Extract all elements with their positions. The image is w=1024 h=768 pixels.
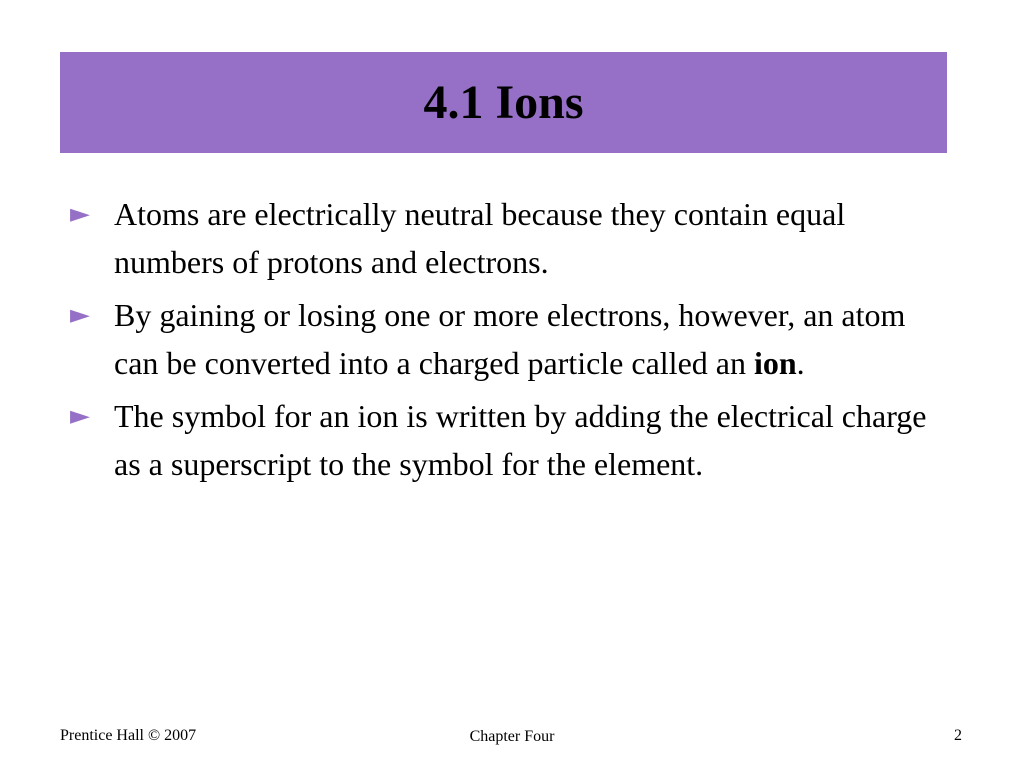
bullet-text-1: Atoms are electrically neutral because they contain equal numbers of protons and electrons. <box>114 196 846 280</box>
footer-chapter: Chapter Four <box>469 728 555 745</box>
bullet-item-1 <box>70 190 950 286</box>
footer-copyright: Prentice Hall © 2007 <box>60 727 197 744</box>
triangle-bullet-icon: ► <box>70 401 90 431</box>
bullet-text-2-after: . <box>796 345 805 381</box>
triangle-bullet-icon: ► <box>70 300 90 330</box>
bullet-text-2 <box>114 291 950 387</box>
bullet-text-3: The symbol for an ion is written by adding the electrical charge as a superscript to the symbol for the element. <box>114 398 927 482</box>
bullet-list <box>70 190 950 493</box>
triangle-bullet-icon: ► <box>70 199 90 229</box>
bullet-item-3 <box>70 392 950 488</box>
bullet-item-2 <box>70 291 950 387</box>
bold-term-ion: ion <box>753 345 797 381</box>
slide-title: 4.1 Ions <box>423 76 584 129</box>
title-bar <box>60 52 947 153</box>
footer-page-number: 2 <box>954 727 962 744</box>
bullet-text-2-before: By gaining or losing one or more electrons, however, an atom can be converted into a charged particle called an <box>114 297 906 381</box>
